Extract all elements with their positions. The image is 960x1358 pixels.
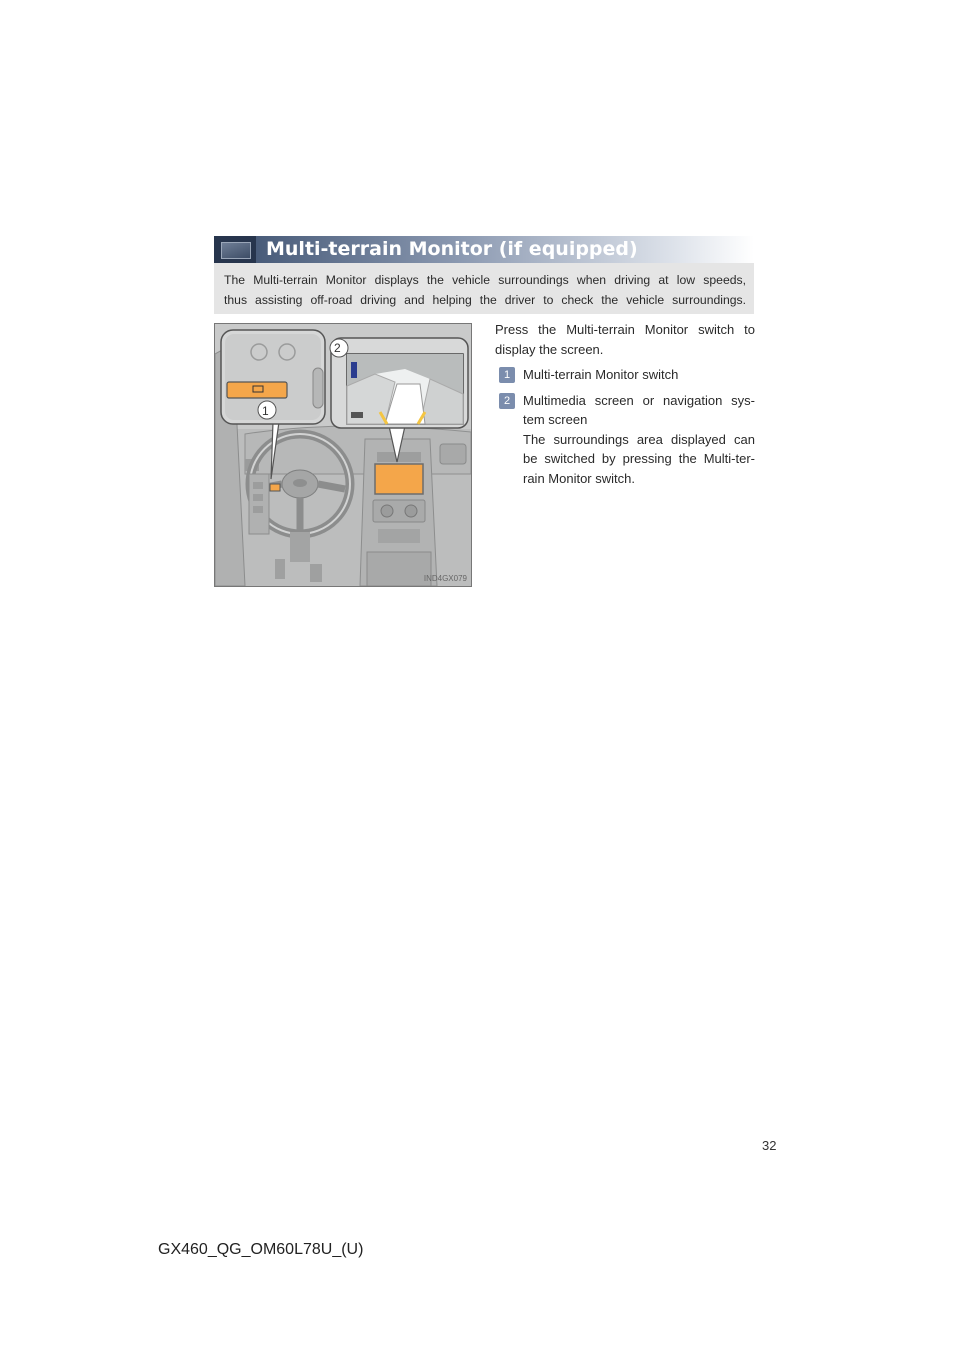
figure-code: IND4GX079 (423, 574, 467, 583)
monitor-icon (214, 236, 256, 263)
list-item-2 (495, 391, 755, 489)
item-text-line: tem screen (523, 412, 588, 427)
item-text-line: The surroundings area displayed can (523, 431, 755, 447)
callout-1: 1 (262, 404, 269, 418)
body-text (495, 320, 755, 488)
body-paragraph-line-2: display the screen. (495, 341, 604, 357)
body-paragraph-line-1: Press the Multi-terrain Monitor switch to (495, 322, 755, 337)
intro-box (214, 263, 754, 314)
section-heading-bar (214, 236, 754, 263)
intro-line-1: The Multi-terrain Monitor displays the vehicle surroundings when driving at low speeds, (224, 273, 746, 287)
callout-2: 2 (334, 341, 341, 355)
list-item-1 (495, 365, 755, 385)
item-text: Multi-terrain Monitor switch (523, 367, 679, 382)
intro-line-2: thus assisting off-road driving and helping the driver to check the vehicle surroundings. (224, 293, 746, 307)
section-title: Multi-terrain Monitor (if equipped) (266, 238, 638, 260)
footer-code: GX460_QG_OM60L78U_(U) (158, 1241, 364, 1258)
dashboard-illustration (214, 323, 472, 587)
page-number: 32 (762, 1138, 777, 1153)
item-text-line: Multimedia screen or navigation sys- (523, 392, 755, 408)
item-number-badge: 1 (499, 367, 515, 383)
intro-text (224, 270, 746, 310)
item-number-badge: 2 (499, 393, 515, 409)
item-text-line: be switched by pressing the Multi-ter- (523, 451, 755, 466)
item-text-line: rain Monitor switch. (523, 470, 635, 486)
dashboard-drawing (215, 324, 471, 586)
